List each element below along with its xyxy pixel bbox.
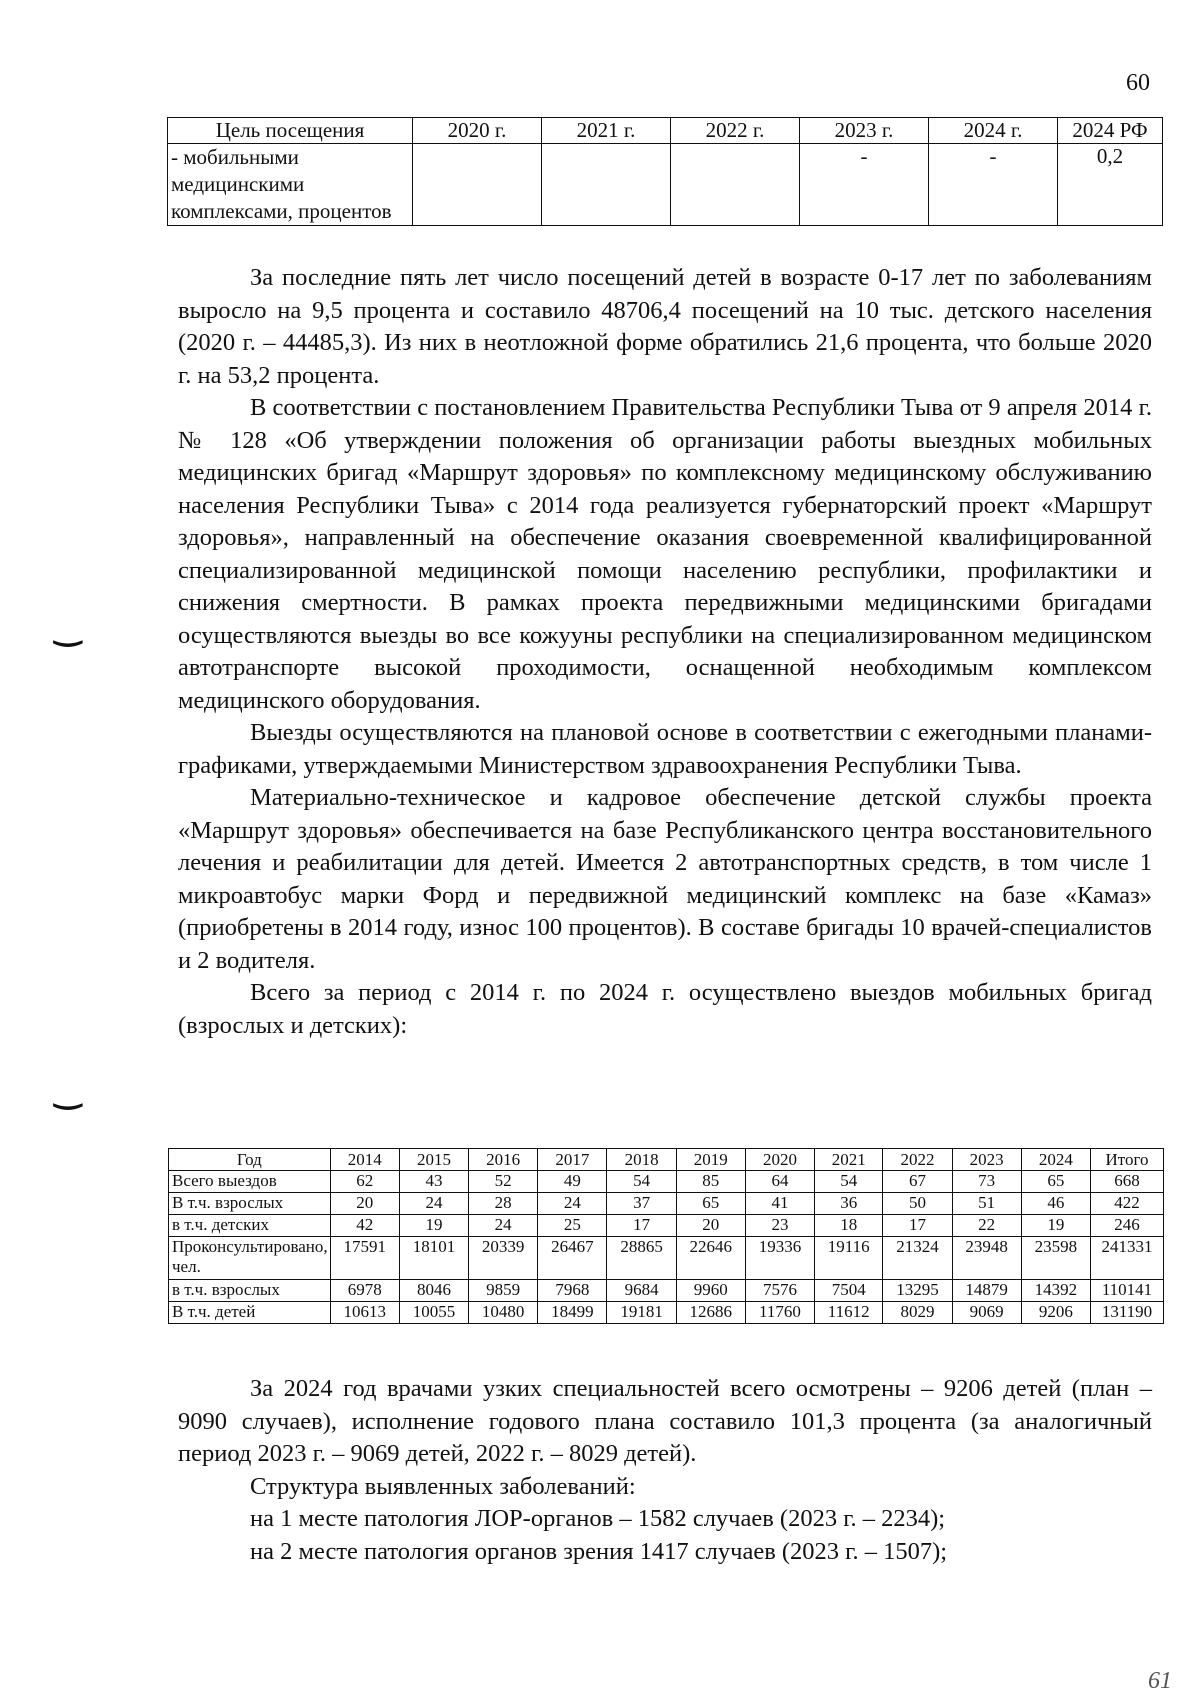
list-item: на 2 месте патология органов зрения 1417 случаев (2023 г. – 1507); [250, 1537, 948, 1565]
header-cell: 2023 г. [800, 118, 929, 144]
table-cell: 19181 [607, 1302, 676, 1324]
row-label: В т.ч. взрослых [169, 1193, 331, 1215]
paragraph: За 2024 год врачами узких специальностей всего осмотрены – 9206 детей (план – 9090 случаев), исполнение годового плана составило 101,3 процента (за аналогичный период 2023 г. – 9069 детей, 2022 г. – 8029 детей). [178, 1375, 1152, 1467]
table-row [168, 144, 1163, 226]
table-cell: 17591 [330, 1237, 399, 1280]
paragraph: Материально-техническое и кадровое обеспечение детской службы проекта «Маршрут здоровья» обеспечивается на базе Республиканского центра восстановительного лечения и реабилитации для детей. Имеется 2 автотранспортных средств, в том числе 1 микроавтобус марки Форд и передвижной медицинский комплекс на базе «Камаз» (приобретены в 2014 году, износ 100 процентов). В составе бригады 10 врачей-специалистов и 2 водителя. [178, 784, 1152, 974]
table-cell: 65 [1021, 1171, 1090, 1193]
paragraph: Выезды осуществляются на плановой основе в соответствии с ежегодными планами-графиками, утверждаемыми Министерством здравоохранения Республики Тыва. [178, 719, 1152, 779]
paragraph: Структура выявленных заболеваний: [250, 1472, 636, 1500]
table-cell: 20 [330, 1193, 399, 1215]
table-cell: 12686 [676, 1302, 745, 1324]
table-cell: 41 [745, 1193, 814, 1215]
table-cell: 19 [399, 1215, 468, 1237]
list-item: на 1 месте патология ЛОР-органов – 1582 случаев (2023 г. – 2234); [250, 1505, 946, 1532]
table-cell: 7504 [815, 1280, 883, 1302]
body-text [178, 262, 1152, 1042]
table-row [169, 1280, 1164, 1302]
mobile-brigade-trips-table [168, 1148, 1164, 1324]
row-label: - мобильными медицинскими комплексами, процентов [168, 144, 413, 226]
table-cell: 23 [745, 1215, 814, 1237]
next-page-number-mark: 61 [1148, 1668, 1172, 1694]
table-cell: 18499 [538, 1302, 607, 1324]
table-cell: 110141 [1091, 1280, 1164, 1302]
table-cell: 14879 [952, 1280, 1021, 1302]
table-cell: 14392 [1021, 1280, 1090, 1302]
header-cell: 2020 г. [413, 118, 542, 144]
table-row [169, 1215, 1164, 1237]
table-cell: 37 [607, 1193, 676, 1215]
margin-check-mark-icon: ‿ [55, 1073, 81, 1109]
row-label: Всего выездов [169, 1171, 331, 1193]
header-cell: Итого [1091, 1149, 1164, 1171]
header-cell: 2023 [952, 1149, 1021, 1171]
table-cell: - [929, 144, 1058, 226]
row-label: в т.ч. взрослых [169, 1280, 331, 1302]
table-row [169, 1193, 1164, 1215]
table-cell: 668 [1091, 1171, 1164, 1193]
table-cell: 6978 [330, 1280, 399, 1302]
table-cell: 28865 [607, 1237, 676, 1280]
header-cell: 2018 [607, 1149, 676, 1171]
body-text-2 [178, 1373, 1152, 1568]
table-cell: 54 [607, 1171, 676, 1193]
table-cell: 241331 [1091, 1237, 1164, 1280]
table-cell: 8046 [399, 1280, 468, 1302]
table-row [169, 1237, 1164, 1280]
table-cell: 246 [1091, 1215, 1164, 1237]
table-cell: 10613 [330, 1302, 399, 1324]
table-cell: 11612 [815, 1302, 883, 1324]
table-cell [542, 144, 671, 226]
table-cell: 22 [952, 1215, 1021, 1237]
header-cell: 2017 [538, 1149, 607, 1171]
table-cell: 49 [538, 1171, 607, 1193]
header-cell: 2024 г. [929, 118, 1058, 144]
row-label: Проконсультировано, чел. [169, 1237, 331, 1280]
table-cell: 43 [399, 1171, 468, 1193]
table-cell: 20339 [469, 1237, 538, 1280]
table-cell: 65 [676, 1193, 745, 1215]
table-row [169, 1302, 1164, 1324]
paragraph: В соответствии с постановлением Правительства Республики Тыва от 9 апреля 2014 г. № 128 «Об утверждении положения об организации работы выездных мобильных медицинских бригад «Маршрут здоровья» по комплексному медицинскому обслуживанию населения Республики Тыва» с 2014 года реализуется губернаторский проект «Маршрут здоровья», направленный на обеспечение оказания своевременной квалифицированной специализированной медицинской помощи населению республики, профилактики и снижения смертности. В рамках проекта передвижными медицинскими бригадами осуществляются выезды во все кожууны республики на специализированном медицинском автотранспорте высокой проходимости, оснащенной необходимым комплексом медицинского оборудования. [178, 394, 1152, 714]
page-number: 60 [1126, 70, 1150, 96]
table-cell: 46 [1021, 1193, 1090, 1215]
table-cell: 62 [330, 1171, 399, 1193]
table-cell: 9960 [676, 1280, 745, 1302]
table-cell: 11760 [745, 1302, 814, 1324]
header-cell: 2024 РФ [1058, 118, 1163, 144]
paragraph: За последние пять лет число посещений детей в возрасте 0-17 лет по заболеваниям выросло на 9,5 процента и составило 48706,4 посещений на 10 тыс. детского населения (2020 г. – 44485,3). Из них в неотложной форме обратились 21,6 процента, что больше 2020 г. на 53,2 процента. [178, 264, 1152, 389]
table-cell: 23948 [952, 1237, 1021, 1280]
table-cell: 9206 [1021, 1302, 1090, 1324]
table-cell: 24 [399, 1193, 468, 1215]
table-cell: 10480 [469, 1302, 538, 1324]
table-cell: 22646 [676, 1237, 745, 1280]
header-cell: Год [169, 1149, 331, 1171]
table-cell: 9859 [469, 1280, 538, 1302]
table-cell: 9684 [607, 1280, 676, 1302]
table-header-row [168, 118, 1163, 144]
table-cell: 8029 [883, 1302, 952, 1324]
header-cell: 2022 [883, 1149, 952, 1171]
table-cell: 13295 [883, 1280, 952, 1302]
table-cell: 52 [469, 1171, 538, 1193]
table-cell: 51 [952, 1193, 1021, 1215]
table-row [169, 1171, 1164, 1193]
table-cell: 21324 [883, 1237, 952, 1280]
table-cell: 23598 [1021, 1237, 1090, 1280]
table-cell: 18 [815, 1215, 883, 1237]
table-cell: 24 [538, 1193, 607, 1215]
table-cell: 10055 [399, 1302, 468, 1324]
header-cell: 2016 [469, 1149, 538, 1171]
header-cell: 2021 г. [542, 118, 671, 144]
table-cell: 19 [1021, 1215, 1090, 1237]
table-cell: 42 [330, 1215, 399, 1237]
table-cell: 50 [883, 1193, 952, 1215]
table-cell: - [800, 144, 929, 226]
table-header-row [169, 1149, 1164, 1171]
table-cell: 0,2 [1058, 144, 1163, 226]
table-cell: 64 [745, 1171, 814, 1193]
table-cell: 54 [815, 1171, 883, 1193]
table-cell: 18101 [399, 1237, 468, 1280]
table-cell: 17 [607, 1215, 676, 1237]
table-cell: 28 [469, 1193, 538, 1215]
header-cell: 2024 [1021, 1149, 1090, 1171]
table-cell: 67 [883, 1171, 952, 1193]
header-cell: 2015 [399, 1149, 468, 1171]
row-label: в т.ч. детских [169, 1215, 331, 1237]
table-cell: 422 [1091, 1193, 1164, 1215]
margin-check-mark-icon: ‿ [55, 610, 81, 646]
table-cell: 17 [883, 1215, 952, 1237]
table-cell [413, 144, 542, 226]
header-cell: 2022 г. [671, 118, 800, 144]
table-cell: 26467 [538, 1237, 607, 1280]
visit-purpose-table [167, 117, 1163, 226]
table-cell: 24 [469, 1215, 538, 1237]
table-cell: 25 [538, 1215, 607, 1237]
header-cell: 2019 [676, 1149, 745, 1171]
table-cell: 85 [676, 1171, 745, 1193]
table-cell: 7576 [745, 1280, 814, 1302]
row-label: В т.ч. детей [169, 1302, 331, 1324]
header-cell: Цель посещения [168, 118, 413, 144]
header-cell: 2021 [815, 1149, 883, 1171]
table-cell: 19336 [745, 1237, 814, 1280]
table-cell: 73 [952, 1171, 1021, 1193]
table-cell: 131190 [1091, 1302, 1164, 1324]
paragraph: Всего за период с 2014 г. по 2024 г. осуществлено выездов мобильных бригад (взрослых и детских): [178, 979, 1152, 1039]
table-cell: 20 [676, 1215, 745, 1237]
table-cell: 7968 [538, 1280, 607, 1302]
table-cell: 9069 [952, 1302, 1021, 1324]
table-cell [671, 144, 800, 226]
header-cell: 2014 [330, 1149, 399, 1171]
table-cell: 36 [815, 1193, 883, 1215]
header-cell: 2020 [745, 1149, 814, 1171]
table-cell: 19116 [815, 1237, 883, 1280]
